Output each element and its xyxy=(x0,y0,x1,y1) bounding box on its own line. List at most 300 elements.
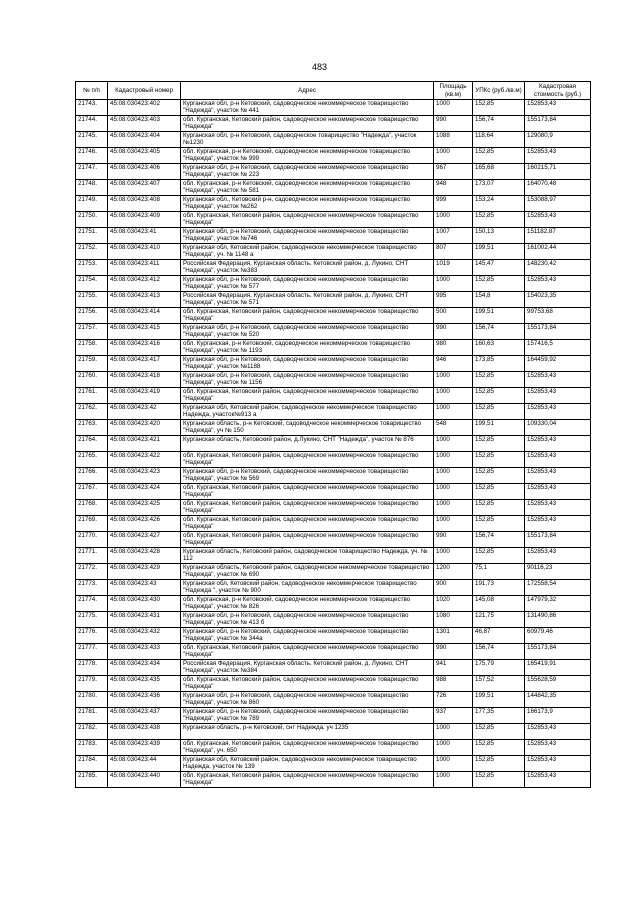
cell-area: 995 xyxy=(434,292,473,308)
cell-upks: 152,85 xyxy=(473,452,525,468)
cell-address: Курганская обл, р-н Кетовский, садоводческое товарищество "Надежда", участок №1230 xyxy=(181,132,434,148)
cell-area: 1000 xyxy=(434,212,473,228)
cell-address: Курганская обл, р-н Кетовский, садоводческое некоммерческое товарищество "Надежда", участок №1188 xyxy=(181,356,434,372)
cell-upks: 177,35 xyxy=(473,708,525,724)
cell-kadastr: 45:08:030423:413 xyxy=(108,292,181,308)
cell-area: 1019 xyxy=(434,260,473,276)
cell-address: обл. Курганская, Кетовский район, садоводческое некоммерческое товарищество "Надежда" xyxy=(181,532,434,548)
cell-upks: 152,85 xyxy=(473,372,525,388)
cell-address: Курганская обл, Кетовский район, садоводческое некоммерческое товарищество Надежда, участок№913 а xyxy=(181,404,434,420)
header-address: Адрес xyxy=(181,82,434,100)
cell-num: 21756. xyxy=(76,308,108,324)
cell-kadastr: 45:08:030423:430 xyxy=(108,596,181,612)
cell-area: 937 xyxy=(434,708,473,724)
cell-area: 967 xyxy=(434,164,473,180)
cell-area: 1080 xyxy=(434,612,473,628)
table-row xyxy=(76,132,591,148)
cell-upks: 121,75 xyxy=(473,612,525,628)
table-row xyxy=(76,644,591,660)
cell-address: Курганская обл, р-н Кетовский, садоводческое некоммерческое товарищество "Надежда", участок № 860 xyxy=(181,692,434,708)
cell-cost: 99753,68 xyxy=(525,308,591,324)
cell-area: 1020 xyxy=(434,596,473,612)
cell-address: обл. Курганская, Кетовский район, садоводческое некоммерческое товарищество "Надежда" xyxy=(181,676,434,692)
cell-area: 941 xyxy=(434,660,473,676)
cell-address: Курганская область, Кетовский район, садоводческое некоммерческое товарищество "Надежда", участок № 690 xyxy=(181,564,434,580)
table-header xyxy=(76,82,591,100)
cell-area: 1000 xyxy=(434,756,473,772)
cell-num: 21762. xyxy=(76,404,108,420)
cell-address: обл. Курганская, Кетовский район, садоводческое некоммерческое товарищество "Надежда" xyxy=(181,308,434,324)
cell-num: 21772. xyxy=(76,564,108,580)
cell-address: обл. Курганская, р-н Кетовский, садоводческое некоммерческое товарищество "Надежда", участок № 1193 xyxy=(181,340,434,356)
table-row xyxy=(76,548,591,564)
cell-upks: 165,68 xyxy=(473,164,525,180)
cell-address: Курганская обл, р-н Кетовский, садоводческое некоммерческое товарищество "Надежда", участок № 789 xyxy=(181,708,434,724)
cell-kadastr: 45:08:030423:420 xyxy=(108,420,181,436)
cell-kadastr: 45:08:030423:424 xyxy=(108,484,181,500)
cell-kadastr: 45:08:030423:41 xyxy=(108,228,181,244)
cell-cost: 152853,43 xyxy=(525,404,591,420)
cell-upks: 199,51 xyxy=(473,692,525,708)
cell-num: 21758. xyxy=(76,340,108,356)
cell-cost: 131490,86 xyxy=(525,612,591,628)
cell-address: Курганская обл., Кетовский р-н, садоводческое некоммерческое товарищество "Надежда", участок №262 xyxy=(181,196,434,212)
table-row xyxy=(76,324,591,340)
table-row xyxy=(76,100,591,116)
table-row xyxy=(76,724,591,740)
cell-num: 21747. xyxy=(76,164,108,180)
cell-address: Курганская обл, р-н Кетовский, садоводческое некоммерческое товарищество "Надежда", участок № 577 xyxy=(181,276,434,292)
cell-address: Курганская обл, р-н Кетовский, садоводческое некоммерческое товарищество "Надежда", участок № 441 xyxy=(181,100,434,116)
cell-upks: 152,85 xyxy=(473,436,525,452)
cell-address: Российская Федерация, Курганская область, Кетовский район, д. Лукино, СНТ "Надежда", участок №384 xyxy=(181,660,434,676)
cell-upks: 152,85 xyxy=(473,548,525,564)
table-row xyxy=(76,148,591,164)
cell-upks: 199,51 xyxy=(473,244,525,260)
header-area: Площадь (кв.м) xyxy=(434,82,473,100)
cell-cost: 153088,97 xyxy=(525,196,591,212)
table-row xyxy=(76,500,591,516)
cell-upks: 152,85 xyxy=(473,100,525,116)
table-row xyxy=(76,580,591,596)
cell-upks: 199,51 xyxy=(473,420,525,436)
cell-area: 1000 xyxy=(434,388,473,404)
table-row xyxy=(76,244,591,260)
cell-num: 21774. xyxy=(76,596,108,612)
table-row xyxy=(76,340,591,356)
table-row xyxy=(76,740,591,756)
cell-num: 21745. xyxy=(76,132,108,148)
cell-area: 726 xyxy=(434,692,473,708)
cell-address: обл. Курганская, Кетовский район, садоводческое некоммерческое товарищество "Надежда" xyxy=(181,644,434,660)
cell-num: 21771. xyxy=(76,548,108,564)
table-row xyxy=(76,404,591,420)
table-row xyxy=(76,596,591,612)
cell-kadastr: 45:08:030423:436 xyxy=(108,692,181,708)
cell-address: обл. Курганская, Кетовский район, садоводческое некоммерческое товарищество "Надежда" xyxy=(181,516,434,532)
cell-kadastr: 45:08:030423:410 xyxy=(108,244,181,260)
cell-upks: 152,85 xyxy=(473,740,525,756)
cell-num: 21763. xyxy=(76,420,108,436)
cell-cost: 155173,84 xyxy=(525,116,591,132)
cell-upks: 156,74 xyxy=(473,532,525,548)
cell-num: 21754. xyxy=(76,276,108,292)
cell-area: 1088 xyxy=(434,132,473,148)
cell-upks: 173,85 xyxy=(473,356,525,372)
cell-cost: 152853,43 xyxy=(525,212,591,228)
cell-area: 1000 xyxy=(434,548,473,564)
cell-cost: 152853,43 xyxy=(525,436,591,452)
cell-kadastr: 45:08:030423:415 xyxy=(108,324,181,340)
cell-cost: 152853,43 xyxy=(525,388,591,404)
cell-kadastr: 45:08:030423:406 xyxy=(108,164,181,180)
cell-upks: 173,07 xyxy=(473,180,525,196)
table-row xyxy=(76,612,591,628)
cell-cost: 166173,9 xyxy=(525,708,591,724)
cell-kadastr: 45:08:030423:440 xyxy=(108,772,181,788)
cell-num: 21753. xyxy=(76,260,108,276)
cell-area: 990 xyxy=(434,644,473,660)
cell-address: обл. Курганская, р-н Кетовский, садоводческое некоммерческое товарищество "Надежда", участок № 826 xyxy=(181,596,434,612)
cell-area: 900 xyxy=(434,580,473,596)
cell-area: 1000 xyxy=(434,404,473,420)
cell-kadastr: 45:08:030423:43 xyxy=(108,580,181,596)
cell-cost: 152853,43 xyxy=(525,468,591,484)
cell-address: Курганская область, р-н Кетовский, садоводческое некоммерческое товарищество "Надежда", уч № 150 xyxy=(181,420,434,436)
cell-kadastr: 45:08:030423:434 xyxy=(108,660,181,676)
cell-kadastr: 45:08:030423:422 xyxy=(108,452,181,468)
cell-kadastr: 45:08:030423:428 xyxy=(108,548,181,564)
header-upks: УПКс (руб./кв.м) xyxy=(473,82,525,100)
cell-kadastr: 45:08:030423:403 xyxy=(108,116,181,132)
cell-cost: 161002,44 xyxy=(525,244,591,260)
cell-num: 21779. xyxy=(76,676,108,692)
cell-upks: 154,8 xyxy=(473,292,525,308)
cell-kadastr: 45:08:030423:432 xyxy=(108,628,181,644)
cell-kadastr: 45:08:030423:417 xyxy=(108,356,181,372)
cell-upks: 152,85 xyxy=(473,468,525,484)
cell-area: 1007 xyxy=(434,228,473,244)
cell-address: Курганская обл, р-н Кетовский, садоводческое некоммерческое товарищество "Надежда", участок № 569 xyxy=(181,468,434,484)
cell-area: 1000 xyxy=(434,372,473,388)
cell-upks: 46,87 xyxy=(473,628,525,644)
cell-num: 21782. xyxy=(76,724,108,740)
cell-area: 548 xyxy=(434,420,473,436)
cell-address: Курганская обл, Кетовский район, садоводческое некоммерческое товарищество "Надежда", уч. № 1148 а xyxy=(181,244,434,260)
table-row xyxy=(76,676,591,692)
cell-upks: 160,63 xyxy=(473,340,525,356)
cell-upks: 152,85 xyxy=(473,500,525,516)
cell-cost: 90116,23 xyxy=(525,564,591,580)
cell-kadastr: 45:08:030423:409 xyxy=(108,212,181,228)
cell-num: 21760. xyxy=(76,372,108,388)
cell-address: обл. Курганская, Кетовский район, садоводческое некоммерческое товарищество "Надежда" xyxy=(181,116,434,132)
cell-num: 21748. xyxy=(76,180,108,196)
cell-upks: 152,85 xyxy=(473,772,525,788)
cell-cost: 155173,84 xyxy=(525,532,591,548)
table-row xyxy=(76,772,591,788)
cell-cost: 109330,04 xyxy=(525,420,591,436)
cell-upks: 118,64 xyxy=(473,132,525,148)
table-row xyxy=(76,356,591,372)
cell-cost: 152853,43 xyxy=(525,276,591,292)
cell-num: 21769. xyxy=(76,516,108,532)
cell-upks: 157,52 xyxy=(473,676,525,692)
cell-kadastr: 45:08:030423:412 xyxy=(108,276,181,292)
cell-cost: 152853,43 xyxy=(525,756,591,772)
table-row xyxy=(76,436,591,452)
cell-address: обл. Курганская, Кетовский район, садоводческое некоммерческое товарищество "Надежда", уч. 650 xyxy=(181,740,434,756)
cell-cost: 164070,48 xyxy=(525,180,591,196)
table-row xyxy=(76,308,591,324)
cell-kadastr: 45:08:030423:437 xyxy=(108,708,181,724)
cell-kadastr: 45:08:030423:425 xyxy=(108,500,181,516)
cell-num: 21777. xyxy=(76,644,108,660)
cell-upks: 156,74 xyxy=(473,644,525,660)
cell-address: обл. Курганская, Кетовский район, садоводческое некоммерческое товарищество "Надежда" xyxy=(181,484,434,500)
cell-upks: 152,85 xyxy=(473,404,525,420)
cell-upks: 152,85 xyxy=(473,484,525,500)
cell-num: 21746. xyxy=(76,148,108,164)
cell-kadastr: 45:08:030423:421 xyxy=(108,436,181,452)
table-row xyxy=(76,276,591,292)
table-row xyxy=(76,196,591,212)
table-row xyxy=(76,532,591,548)
cell-address: обл. Курганская, Кетовский район, садоводческое некоммерческое товарищество "Надежда" xyxy=(181,500,434,516)
cell-area: 990 xyxy=(434,116,473,132)
cell-cost: 148230,42 xyxy=(525,260,591,276)
cell-kadastr: 45:08:030423:414 xyxy=(108,308,181,324)
cell-kadastr: 45:08:030423:431 xyxy=(108,612,181,628)
table-row xyxy=(76,484,591,500)
cell-upks: 191,73 xyxy=(473,580,525,596)
cell-kadastr: 45:08:030423:435 xyxy=(108,676,181,692)
cell-address: Курганская обл, р-н Кетовский, садоводческое некоммерческое товарищество "Надежда", участок № 520 xyxy=(181,324,434,340)
table-row xyxy=(76,468,591,484)
cell-upks: 152,85 xyxy=(473,724,525,740)
cell-cost: 155173,84 xyxy=(525,324,591,340)
table-row xyxy=(76,628,591,644)
cell-upks: 156,74 xyxy=(473,324,525,340)
cell-cost: 152853,43 xyxy=(525,452,591,468)
cell-kadastr: 45:08:030423:416 xyxy=(108,340,181,356)
cell-area: 988 xyxy=(434,676,473,692)
cell-area: 1200 xyxy=(434,564,473,580)
cell-num: 21781. xyxy=(76,708,108,724)
cell-num: 21751. xyxy=(76,228,108,244)
cell-num: 21773. xyxy=(76,580,108,596)
cell-num: 21778. xyxy=(76,660,108,676)
cell-upks: 153,24 xyxy=(473,196,525,212)
cell-cost: 155173,84 xyxy=(525,644,591,660)
cell-num: 21749. xyxy=(76,196,108,212)
cell-area: 999 xyxy=(434,196,473,212)
cell-num: 21752. xyxy=(76,244,108,260)
cell-cost: 165419,91 xyxy=(525,660,591,676)
cell-kadastr: 45:08:030423:433 xyxy=(108,644,181,660)
cell-upks: 145,08 xyxy=(473,596,525,612)
cell-upks: 75,1 xyxy=(473,564,525,580)
table-row xyxy=(76,260,591,276)
cell-num: 21770. xyxy=(76,532,108,548)
cell-num: 21755. xyxy=(76,292,108,308)
cell-num: 21750. xyxy=(76,212,108,228)
table-row xyxy=(76,708,591,724)
table-row xyxy=(76,388,591,404)
cell-cost: 151182,87 xyxy=(525,228,591,244)
table-row xyxy=(76,756,591,772)
cell-cost: 152853,43 xyxy=(525,740,591,756)
cell-num: 21785. xyxy=(76,772,108,788)
cell-area: 1000 xyxy=(434,276,473,292)
cell-upks: 199,51 xyxy=(473,308,525,324)
cell-area: 1000 xyxy=(434,148,473,164)
cell-upks: 152,85 xyxy=(473,212,525,228)
cell-area: 1000 xyxy=(434,500,473,516)
table-row xyxy=(76,692,591,708)
cell-address: Российская Федерация, Курганская область, Кетовский район, д. Лукино, СНТ "Надежда", участок №383 xyxy=(181,260,434,276)
cell-kadastr: 45:08:030423:404 xyxy=(108,132,181,148)
cell-cost: 152853,43 xyxy=(525,516,591,532)
cell-cost: 154023,35 xyxy=(525,292,591,308)
cell-kadastr: 45:08:030423:407 xyxy=(108,180,181,196)
page-number: 483 xyxy=(311,62,328,72)
cell-num: 21784. xyxy=(76,756,108,772)
cell-kadastr: 45:08:030423:44 xyxy=(108,756,181,772)
cell-address: обл. Курганская, р-н Кетовский, садоводческое некоммерческое товарищество "Надежда", участок № 999 xyxy=(181,148,434,164)
cell-address: Российская Федерация, Курганская область, Кетовский район, д. Лукино, СНТ "Надежда", участок № 571 xyxy=(181,292,434,308)
cell-upks: 152,85 xyxy=(473,148,525,164)
cadastral-table xyxy=(75,81,591,788)
cell-num: 21757. xyxy=(76,324,108,340)
cell-area: 1000 xyxy=(434,452,473,468)
cell-area: 1000 xyxy=(434,740,473,756)
table-row xyxy=(76,452,591,468)
cell-num: 21775. xyxy=(76,612,108,628)
cell-cost: 155628,59 xyxy=(525,676,591,692)
cell-num: 21764. xyxy=(76,436,108,452)
cell-area: 1000 xyxy=(434,100,473,116)
cell-address: обл. Курганская, Кетовский район, садоводческое некоммерческое товарищество "Надежда" xyxy=(181,772,434,788)
cell-kadastr: 45:08:030423:429 xyxy=(108,564,181,580)
cell-upks: 152,85 xyxy=(473,388,525,404)
cell-area: 1000 xyxy=(434,516,473,532)
table-row xyxy=(76,660,591,676)
cell-num: 21768. xyxy=(76,500,108,516)
cell-area: 807 xyxy=(434,244,473,260)
cell-area: 948 xyxy=(434,180,473,196)
cell-address: Курганская обл, р-н Кетовский, садоводческое некоммерческое товарищество "Надежда", участок № 344а xyxy=(181,628,434,644)
cell-cost: 152853,43 xyxy=(525,372,591,388)
header-num: № п/п xyxy=(76,82,108,100)
cell-cost: 160215,71 xyxy=(525,164,591,180)
cell-area: 1000 xyxy=(434,484,473,500)
cell-area: 1000 xyxy=(434,772,473,788)
cell-address: Курганская область, Кетовский район, садоводческое товарищество Надежда, уч. № 112 xyxy=(181,548,434,564)
cell-address: обл. Курганская, Кетовский район, садоводческое некоммерческое товарищество "Надежда" xyxy=(181,452,434,468)
cell-kadastr: 45:08:030423:426 xyxy=(108,516,181,532)
cell-cost: 129080,9 xyxy=(525,132,591,148)
cell-area: 980 xyxy=(434,340,473,356)
cell-kadastr: 45:08:030423:418 xyxy=(108,372,181,388)
cell-area: 1301 xyxy=(434,628,473,644)
cell-address: Курганская обл, р-н Кетовский, садоводческое некоммерческое товарищество "Надежда", участок № 1156 xyxy=(181,372,434,388)
cell-upks: 145,47 xyxy=(473,260,525,276)
cell-cost: 152853,43 xyxy=(525,148,591,164)
table-row xyxy=(76,292,591,308)
cell-num: 21759. xyxy=(76,356,108,372)
cell-address: Курганская обл, р-н Кетовский, садоводческое некоммерческое товарищество "Надежда", участок № 413 б xyxy=(181,612,434,628)
table-row xyxy=(76,228,591,244)
cell-kadastr: 45:08:030423:402 xyxy=(108,100,181,116)
cell-kadastr: 45:08:030423:419 xyxy=(108,388,181,404)
cell-cost: 152853,43 xyxy=(525,484,591,500)
cell-address: Курганская обл, р-н Кетовский, садоводческое некоммерческое товарищество "Надежда", участок №746 xyxy=(181,228,434,244)
cell-upks: 175,79 xyxy=(473,660,525,676)
cell-address: обл. Курганская, Кетовский район, садоводческое некоммерческое товарищество "Надежда" xyxy=(181,388,434,404)
cell-cost: 157416,5 xyxy=(525,340,591,356)
table-row xyxy=(76,420,591,436)
header-cost: Кадастровая стоимость (руб.) xyxy=(525,82,591,100)
cell-num: 21765. xyxy=(76,452,108,468)
cell-num: 21776. xyxy=(76,628,108,644)
table-row xyxy=(76,116,591,132)
cell-upks: 152,85 xyxy=(473,756,525,772)
cell-cost: 152853,43 xyxy=(525,548,591,564)
cell-upks: 152,85 xyxy=(473,516,525,532)
cell-num: 21766. xyxy=(76,468,108,484)
cell-area: 1000 xyxy=(434,468,473,484)
table-row xyxy=(76,516,591,532)
cell-address: обл. Курганская, р-н Кетовский, садоводческое некоммерческое товарищество "Надежда", участок № 581 xyxy=(181,180,434,196)
cell-upks: 152,85 xyxy=(473,276,525,292)
cell-cost: 152853,43 xyxy=(525,500,591,516)
table-row xyxy=(76,164,591,180)
cell-cost: 172558,54 xyxy=(525,580,591,596)
cell-cost: 152853,43 xyxy=(525,724,591,740)
cell-kadastr: 45:08:030423:405 xyxy=(108,148,181,164)
table-row xyxy=(76,212,591,228)
header-kadastr: Кадастровый номер xyxy=(108,82,181,100)
cell-cost: 164459,92 xyxy=(525,356,591,372)
cell-cost: 152853,43 xyxy=(525,100,591,116)
cell-kadastr: 45:08:030423:423 xyxy=(108,468,181,484)
cell-num: 21743. xyxy=(76,100,108,116)
cell-num: 21780. xyxy=(76,692,108,708)
cell-num: 21744. xyxy=(76,116,108,132)
cell-address: Курганская область, Кетовский район, д.Лукино, СНТ "Надежда", участок № 876 xyxy=(181,436,434,452)
cell-area: 946 xyxy=(434,356,473,372)
cell-area: 500 xyxy=(434,308,473,324)
cell-address: Курганская область, р-н Кетовский, снт Надежда, уч 1235 xyxy=(181,724,434,740)
cell-cost: 144842,35 xyxy=(525,692,591,708)
cell-kadastr: 45:08:030423:408 xyxy=(108,196,181,212)
header-row xyxy=(76,82,591,100)
cell-area: 990 xyxy=(434,532,473,548)
cell-num: 21761. xyxy=(76,388,108,404)
cell-cost: 147979,32 xyxy=(525,596,591,612)
cell-address: Курганская обл, Кетовский район, садоводческое некоммерческое товарищество "Надежда ", участок № 900 xyxy=(181,580,434,596)
cell-upks: 156,74 xyxy=(473,116,525,132)
cell-area: 1000 xyxy=(434,436,473,452)
cell-area: 1000 xyxy=(434,724,473,740)
cell-num: 21767. xyxy=(76,484,108,500)
cell-address: Курганская обл, Кетовский район, садоводческое некоммерческое товарищество Надежда, участок № 139 xyxy=(181,756,434,772)
cell-cost: 60979,46 xyxy=(525,628,591,644)
cell-address: Курганская обл, р-н Кетовский, садоводческое некоммерческое товарищество "Надежда", участок № 223 xyxy=(181,164,434,180)
cell-kadastr: 45:08:030423:42 xyxy=(108,404,181,420)
cell-kadastr: 45:08:030423:438 xyxy=(108,724,181,740)
